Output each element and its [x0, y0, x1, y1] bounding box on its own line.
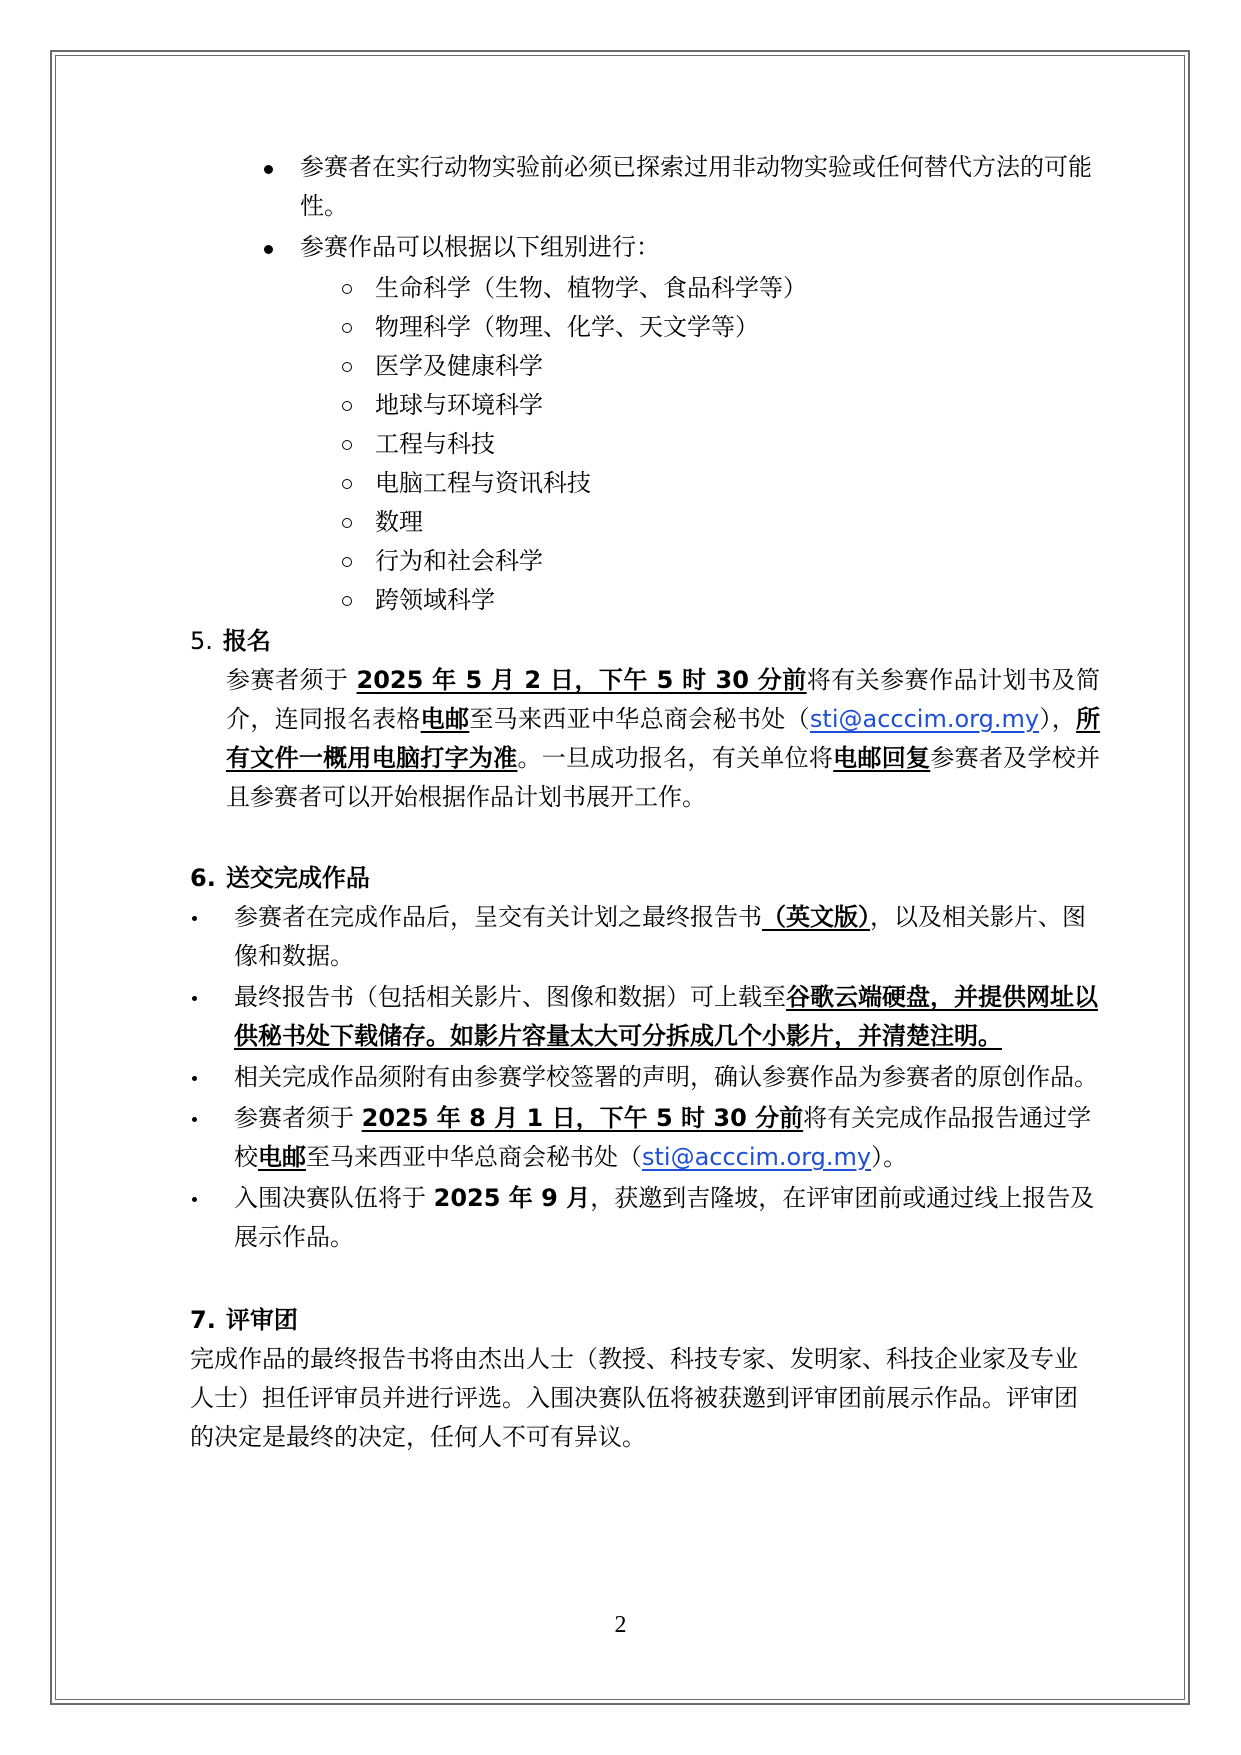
category-item: [190, 542, 1100, 581]
email-link[interactable]: sti@acccim.org.my: [809, 705, 1040, 733]
emphasis-text: （英文版）: [762, 903, 870, 931]
category-label: 跨领域科学: [375, 586, 495, 614]
section-heading-submission: [190, 859, 1100, 898]
list-item: [190, 898, 1100, 976]
circle-bullet-icon: [342, 440, 352, 450]
list-item: [190, 1058, 1100, 1097]
list-item: [190, 978, 1100, 1056]
category-label: 物理科学（物理、化学、天文学等）: [375, 313, 759, 341]
category-label: 电脑工程与资讯科技: [375, 469, 591, 497]
bullet-text: 参赛者在实行动物实验前必须已探索过用非动物实验或任何替代方法的可能性。: [300, 153, 1092, 220]
category-item: [190, 503, 1100, 542]
emphasis-text: 2025 年 9 月: [433, 1184, 591, 1212]
text-run: 。一旦成功报名，有关单位将: [517, 744, 834, 772]
emphasis-text: 电邮回复: [833, 744, 931, 772]
category-item: [190, 308, 1100, 347]
text-run: 最终报告书（包括相关影片、图像和数据）可上载至: [234, 983, 786, 1011]
emphasis-text: 电邮: [420, 705, 470, 733]
circle-bullet-icon: [342, 323, 352, 333]
category-item: [190, 386, 1100, 425]
text-run: ），: [1039, 705, 1077, 733]
judges-paragraph: 完成作品的最终报告书将由杰出人士（教授、科技专家、发明家、科技企业家及专业人士）担任评审员并进行评选。入围决赛队伍将被获邀到评审团前展示作品。评审团的决定是最终的决定，任何人不可有异议。: [190, 1345, 1078, 1451]
emphasis-text: 电邮: [258, 1143, 306, 1171]
category-item: [190, 347, 1100, 386]
text-run: 参赛者须于: [226, 666, 357, 694]
circle-bullet-icon: [342, 362, 352, 372]
text-run: 至马来西亚中华总商会秘书处（: [306, 1143, 642, 1171]
circle-bullet-icon: [342, 479, 352, 489]
section-title: 评审团: [225, 1306, 298, 1334]
category-label: 行为和社会科学: [375, 547, 543, 575]
text-run: ）。: [871, 1143, 908, 1171]
bullet-icon: [192, 1117, 197, 1122]
section-title: 报名: [222, 627, 271, 655]
circle-bullet-icon: [342, 596, 352, 606]
page-number: 2: [614, 1612, 627, 1638]
circle-bullet-icon: [342, 284, 352, 294]
emphasis-text: 所有文件一概用电脑打字为准: [226, 705, 1101, 772]
circle-bullet-icon: [342, 518, 352, 528]
text-run: ，获邀到吉隆坡，在评审团前或通过线上报告及展示作品。: [234, 1184, 1095, 1251]
category-label: 生命科学（生物、植物学、食品科学等）: [375, 274, 807, 302]
section-heading-judges: [190, 1301, 1100, 1340]
bullet-icon: [192, 996, 197, 1001]
category-label: 工程与科技: [375, 430, 495, 458]
text-run: 参赛者及学校并且参赛者可以开始根据作品计划书展开工作。: [226, 744, 1101, 811]
category-item: [190, 464, 1100, 503]
section-heading-registration: [190, 622, 1100, 661]
bullet-icon: [192, 1076, 197, 1081]
list-item: [190, 1179, 1100, 1257]
bullet-icon: [192, 916, 197, 921]
circle-bullet-icon: [342, 557, 352, 567]
deadline-text: 2025 年 5 月 2 日，下午 5 时 30 分前: [356, 666, 807, 694]
text-run: 相关完成作品须附有由参赛学校签署的声明，确认参赛作品为参赛者的原创作品。: [234, 1063, 1098, 1091]
category-item: [190, 269, 1100, 308]
category-label: 数理: [375, 508, 423, 536]
text-run: 入围决赛队伍将于: [234, 1184, 434, 1212]
text-run: 参赛者在完成作品后，呈交有关计划之最终报告书: [234, 903, 762, 931]
list-item: [190, 1099, 1100, 1177]
section-title: 送交完成作品: [225, 864, 370, 892]
text-run: 至马来西亚中华总商会秘书处（: [469, 705, 810, 733]
category-label: 医学及健康科学: [375, 352, 543, 380]
registration-paragraph: [190, 661, 1100, 817]
section-number: 7.: [190, 1306, 216, 1334]
category-list: [190, 269, 1100, 620]
bullet-text: 参赛作品可以根据以下组别进行：: [300, 233, 660, 261]
bullet-icon: [192, 1197, 197, 1202]
emphasis-text: 谷歌云端硬盘，并提供网址以供秘书处下载储存。如影片容量太大可分拆成几个小影片，并清楚注明。: [234, 983, 1098, 1050]
category-item: [190, 425, 1100, 464]
section-number: 5.: [190, 627, 213, 655]
email-link[interactable]: sti@acccim.org.my: [642, 1143, 872, 1171]
section-number: 6.: [190, 864, 216, 892]
text-run: 参赛者须于: [234, 1104, 362, 1132]
text-run: 将有关参赛作品计划书及简介，连同报名表格: [226, 666, 1101, 733]
text-run: 将有关完成作品报告通过学校: [234, 1104, 1092, 1171]
list-item: [190, 148, 1100, 226]
category-label: 地球与环境科学: [375, 391, 543, 419]
list-item: [190, 228, 1100, 267]
circle-bullet-icon: [342, 401, 352, 411]
text-run: ，以及相关影片、图像和数据。: [234, 903, 1086, 970]
bullet-icon: [264, 165, 273, 174]
bullet-icon: [264, 245, 273, 254]
category-item: [190, 581, 1100, 620]
deadline-text: 2025 年 8 月 1 日，下午 5 时 30 分前: [361, 1104, 804, 1132]
document-body: [190, 148, 1100, 1457]
